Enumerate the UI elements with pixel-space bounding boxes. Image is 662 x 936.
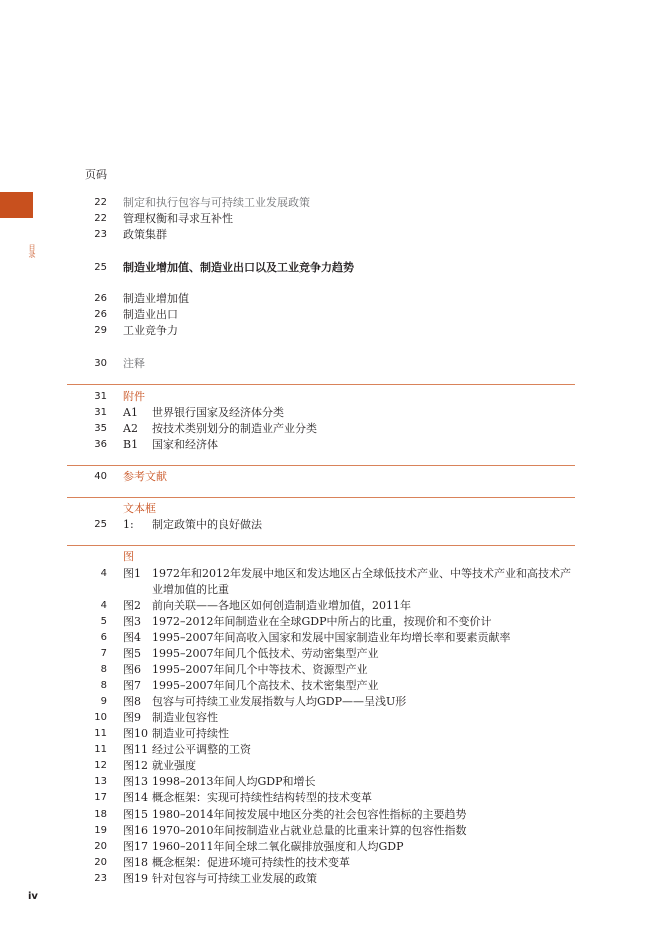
- section-tab-marker: [0, 192, 33, 218]
- side-label: 目录: [28, 244, 36, 258]
- section-divider: [67, 497, 575, 498]
- page-column-header: 页码: [85, 168, 107, 181]
- section-divider: [67, 465, 575, 466]
- page-number: iv: [28, 891, 38, 902]
- section-divider: [67, 545, 575, 546]
- section-divider: [67, 384, 575, 385]
